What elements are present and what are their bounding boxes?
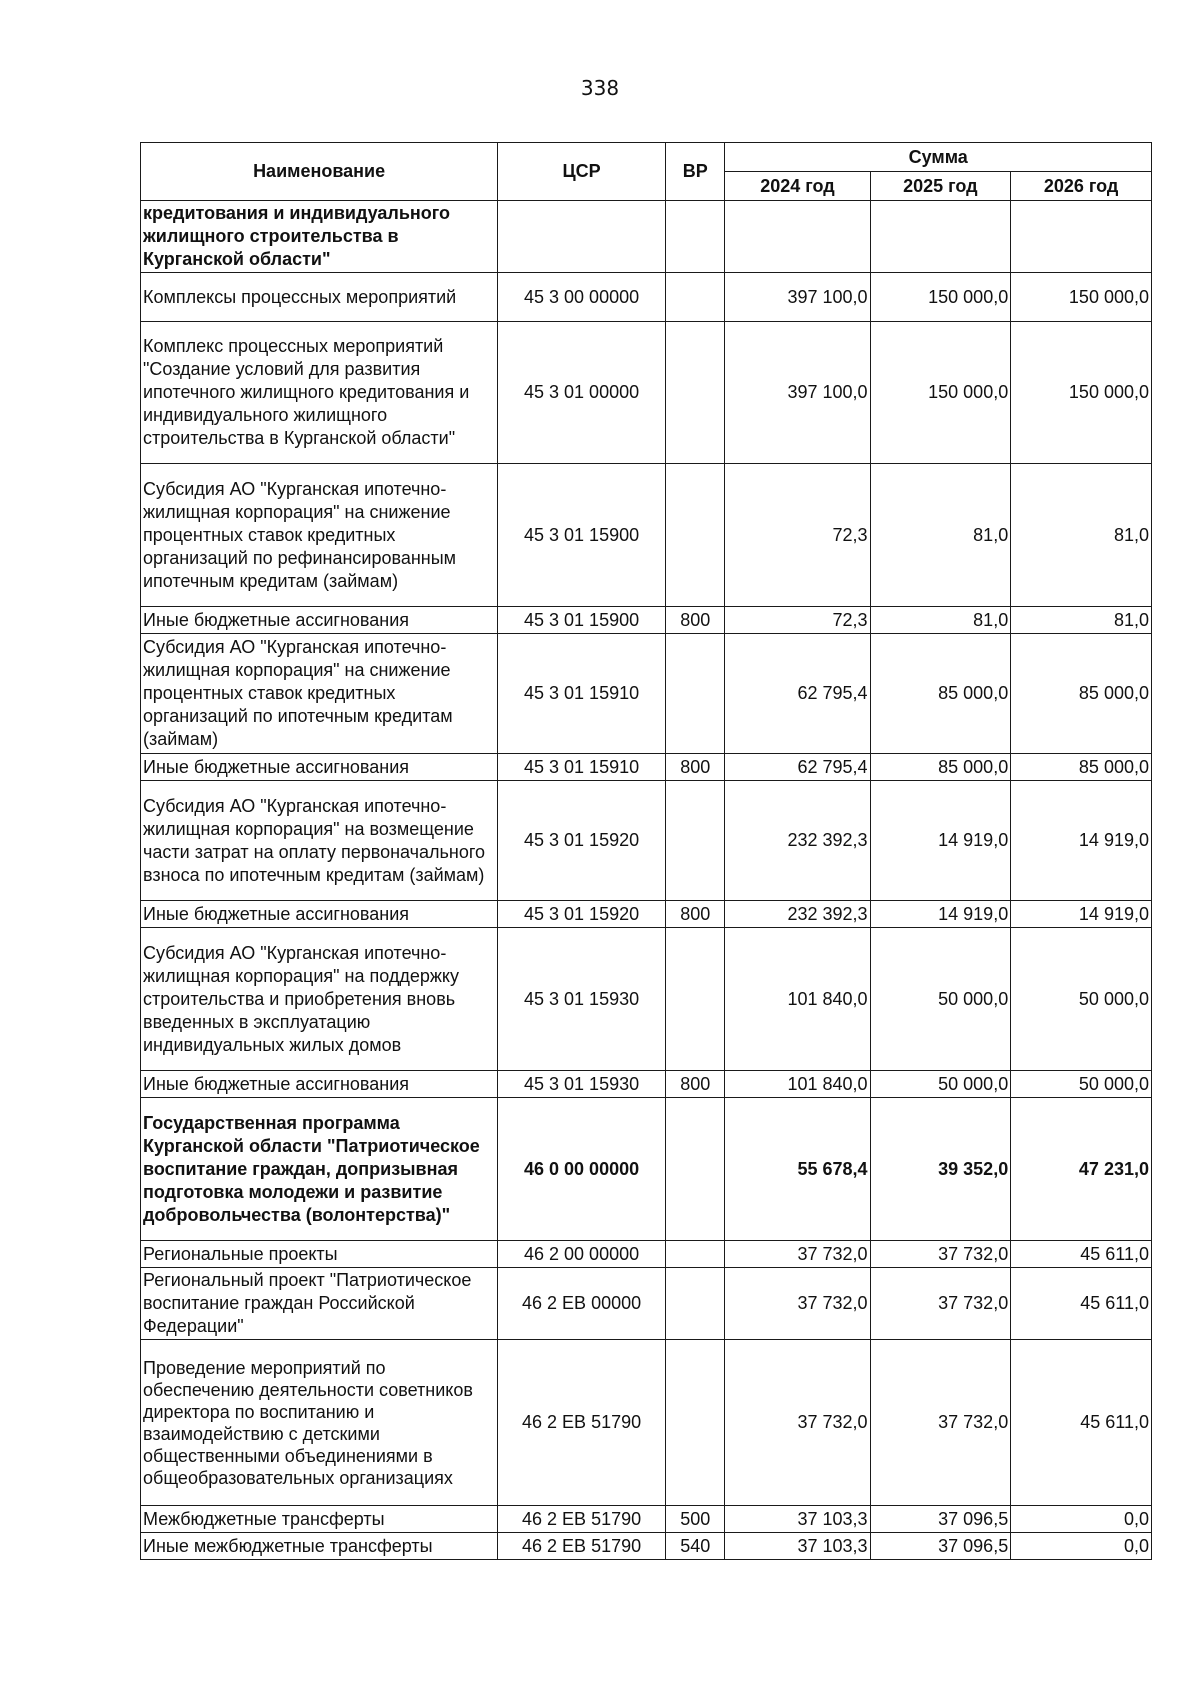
row-name: кредитования и индивидуального жилищного строительства в Курганской области" xyxy=(141,201,498,273)
row-2026: 85 000,0 xyxy=(1011,754,1152,781)
row-name: Комплекс процессных мероприятий "Создание условий для развития ипотечного жилищного кредитования и индивидуального жилищного строительства в Курганской области" xyxy=(141,322,498,464)
row-vr: 540 xyxy=(665,1533,725,1560)
row-name: Проведение мероприятий по обеспечению деятельности советников директора по воспитанию и взаимодействию с детскими общественными объединениями в общеобразовательных организациях xyxy=(141,1340,498,1506)
row-vr: 800 xyxy=(665,754,725,781)
row-2025: 39 352,0 xyxy=(870,1098,1011,1241)
row-2025: 81,0 xyxy=(870,607,1011,634)
table-row xyxy=(141,322,1152,464)
row-name: Субсидия АО "Курганская ипотечно-жилищная корпорация" на возмещение части затрат на оплату первоначального взноса по ипотечным кредитам (займам) xyxy=(141,781,498,901)
row-csr xyxy=(498,201,666,273)
row-2026: 0,0 xyxy=(1011,1506,1152,1533)
row-2025: 85 000,0 xyxy=(870,634,1011,754)
row-vr xyxy=(665,464,725,607)
row-2024: 72,3 xyxy=(725,464,870,607)
row-vr xyxy=(665,1340,725,1506)
row-csr: 45 3 01 15930 xyxy=(498,928,666,1071)
table-row xyxy=(141,1533,1152,1560)
row-2024: 72,3 xyxy=(725,607,870,634)
row-vr xyxy=(665,273,725,322)
row-vr xyxy=(665,1241,725,1268)
table-row xyxy=(141,464,1152,607)
row-2026: 14 919,0 xyxy=(1011,901,1152,928)
row-csr: 45 3 01 00000 xyxy=(498,322,666,464)
row-2025: 14 919,0 xyxy=(870,901,1011,928)
row-2025: 50 000,0 xyxy=(870,1071,1011,1098)
row-name: Иные бюджетные ассигнования xyxy=(141,754,498,781)
row-csr: 45 3 01 15930 xyxy=(498,1071,666,1098)
table-row xyxy=(141,1506,1152,1533)
row-name: Государственная программа Курганской области "Патриотическое воспитание граждан, допризывная подготовка молодежи и развитие добровольчества (волонтерства)" xyxy=(141,1098,498,1241)
row-2025: 37 732,0 xyxy=(870,1268,1011,1340)
table-row xyxy=(141,901,1152,928)
row-2026: 50 000,0 xyxy=(1011,1071,1152,1098)
row-vr: 800 xyxy=(665,607,725,634)
row-2024: 37 732,0 xyxy=(725,1268,870,1340)
row-2026: 150 000,0 xyxy=(1011,322,1152,464)
row-2024: 37 732,0 xyxy=(725,1241,870,1268)
row-2024: 37 732,0 xyxy=(725,1340,870,1506)
row-csr: 46 2 ЕВ 51790 xyxy=(498,1533,666,1560)
row-vr xyxy=(665,322,725,464)
budget-table xyxy=(140,142,1152,1560)
row-2024: 232 392,3 xyxy=(725,781,870,901)
row-2025: 37 732,0 xyxy=(870,1340,1011,1506)
row-2025: 150 000,0 xyxy=(870,273,1011,322)
row-2026: 47 231,0 xyxy=(1011,1098,1152,1241)
row-csr: 45 3 01 15920 xyxy=(498,781,666,901)
table-row xyxy=(141,754,1152,781)
row-2026: 81,0 xyxy=(1011,607,1152,634)
row-csr: 46 2 00 00000 xyxy=(498,1241,666,1268)
table-row xyxy=(141,1340,1152,1506)
row-csr: 45 3 01 15900 xyxy=(498,607,666,634)
row-name: Региональный проект "Патриотическое воспитание граждан Российской Федерации" xyxy=(141,1268,498,1340)
header-year-2024: 2024 год xyxy=(725,172,870,201)
row-csr: 46 2 ЕВ 51790 xyxy=(498,1340,666,1506)
row-csr: 45 3 01 15900 xyxy=(498,464,666,607)
row-name: Иные межбюджетные трансферты xyxy=(141,1533,498,1560)
header-name: Наименование xyxy=(141,143,498,201)
header-year-2025: 2025 год xyxy=(870,172,1011,201)
row-2024: 37 103,3 xyxy=(725,1533,870,1560)
row-vr xyxy=(665,781,725,901)
row-2025: 150 000,0 xyxy=(870,322,1011,464)
table-row xyxy=(141,201,1152,273)
row-name: Субсидия АО "Курганская ипотечно-жилищная корпорация" на поддержку строительства и приобретения вновь введенных в эксплуатацию индивидуальных жилых домов xyxy=(141,928,498,1071)
row-2026: 50 000,0 xyxy=(1011,928,1152,1071)
table-row xyxy=(141,607,1152,634)
row-2025: 37 732,0 xyxy=(870,1241,1011,1268)
row-2025: 37 096,5 xyxy=(870,1533,1011,1560)
header-csr: ЦСР xyxy=(498,143,666,201)
row-2026: 81,0 xyxy=(1011,464,1152,607)
table-row xyxy=(141,1098,1152,1241)
row-2025 xyxy=(870,201,1011,273)
row-name: Иные бюджетные ассигнования xyxy=(141,1071,498,1098)
row-2026: 85 000,0 xyxy=(1011,634,1152,754)
row-name: Субсидия АО "Курганская ипотечно-жилищная корпорация" на снижение процентных ставок кредитных организаций по ипотечным кредитам (займам) xyxy=(141,634,498,754)
row-2025: 85 000,0 xyxy=(870,754,1011,781)
row-vr xyxy=(665,1098,725,1241)
row-name: Иные бюджетные ассигнования xyxy=(141,901,498,928)
row-2024: 232 392,3 xyxy=(725,901,870,928)
row-2024: 101 840,0 xyxy=(725,1071,870,1098)
row-2025: 37 096,5 xyxy=(870,1506,1011,1533)
row-2025: 14 919,0 xyxy=(870,781,1011,901)
header-vr: ВР xyxy=(665,143,725,201)
row-2026: 14 919,0 xyxy=(1011,781,1152,901)
table-row xyxy=(141,781,1152,901)
table-row xyxy=(141,1268,1152,1340)
row-csr: 45 3 01 15920 xyxy=(498,901,666,928)
row-vr xyxy=(665,1268,725,1340)
row-vr xyxy=(665,928,725,1071)
row-2025: 50 000,0 xyxy=(870,928,1011,1071)
row-2024: 101 840,0 xyxy=(725,928,870,1071)
row-2024: 55 678,4 xyxy=(725,1098,870,1241)
row-csr: 46 2 ЕВ 51790 xyxy=(498,1506,666,1533)
row-2024: 397 100,0 xyxy=(725,273,870,322)
row-2026: 150 000,0 xyxy=(1011,273,1152,322)
row-csr: 45 3 01 15910 xyxy=(498,754,666,781)
table-row xyxy=(141,928,1152,1071)
header-sum: Сумма xyxy=(725,143,1152,172)
row-vr: 800 xyxy=(665,1071,725,1098)
row-name: Иные бюджетные ассигнования xyxy=(141,607,498,634)
table-row xyxy=(141,1071,1152,1098)
row-2024 xyxy=(725,201,870,273)
table-row xyxy=(141,273,1152,322)
row-2024: 62 795,4 xyxy=(725,634,870,754)
row-csr: 45 3 00 00000 xyxy=(498,273,666,322)
row-vr xyxy=(665,634,725,754)
row-2024: 37 103,3 xyxy=(725,1506,870,1533)
row-name: Комплексы процессных мероприятий xyxy=(141,273,498,322)
row-name: Межбюджетные трансферты xyxy=(141,1506,498,1533)
row-csr: 46 0 00 00000 xyxy=(498,1098,666,1241)
page-number: 338 xyxy=(580,76,620,100)
header-year-2026: 2026 год xyxy=(1011,172,1152,201)
row-2026: 0,0 xyxy=(1011,1533,1152,1560)
row-2026 xyxy=(1011,201,1152,273)
row-2025: 81,0 xyxy=(870,464,1011,607)
row-2026: 45 611,0 xyxy=(1011,1241,1152,1268)
table-row xyxy=(141,634,1152,754)
row-2024: 62 795,4 xyxy=(725,754,870,781)
row-2024: 397 100,0 xyxy=(725,322,870,464)
row-vr: 800 xyxy=(665,901,725,928)
row-2026: 45 611,0 xyxy=(1011,1340,1152,1506)
row-csr: 46 2 ЕВ 00000 xyxy=(498,1268,666,1340)
row-vr xyxy=(665,201,725,273)
table-row xyxy=(141,1241,1152,1268)
row-csr: 45 3 01 15910 xyxy=(498,634,666,754)
row-vr: 500 xyxy=(665,1506,725,1533)
row-name: Региональные проекты xyxy=(141,1241,498,1268)
table-header xyxy=(141,143,1152,201)
row-name: Субсидия АО "Курганская ипотечно-жилищная корпорация" на снижение процентных ставок кредитных организаций по рефинансированным ипотечным кредитам (займам) xyxy=(141,464,498,607)
row-2026: 45 611,0 xyxy=(1011,1268,1152,1340)
